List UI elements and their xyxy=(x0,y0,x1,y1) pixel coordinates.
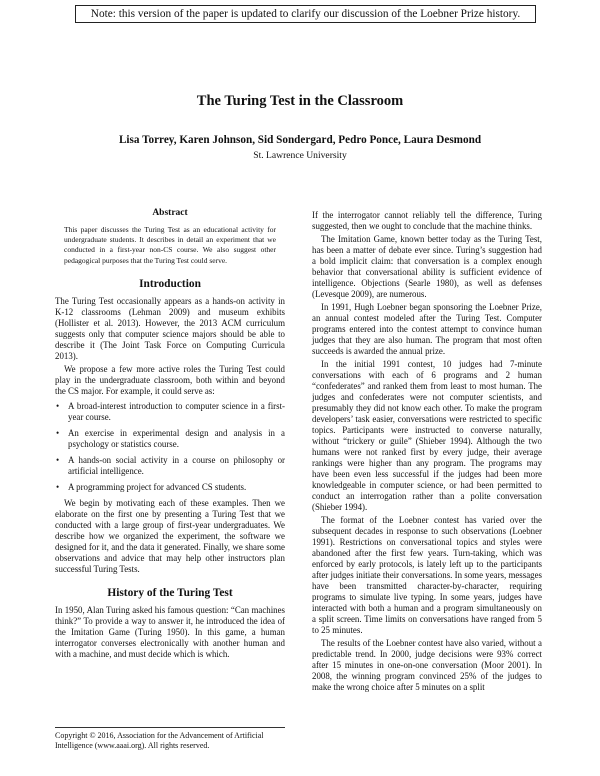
intro-paragraph-2: We propose a few more active roles the Turing Test could play in the undergraduate classroom, both within and beyond the CS major. For example, it could serve as: xyxy=(55,363,285,396)
history-paragraph-1: In 1950, Alan Turing asked his famous question: “Can machines think?” To provide a way to answer it, he introduced the idea of the Imitation Game (Turing 1950). In this game, a human interrogator converses electronically with another human and with a machine, and must decide which is which. xyxy=(55,604,285,659)
bullet-icon: • xyxy=(56,400,60,411)
paper-title: The Turing Test in the Classroom xyxy=(196,93,404,109)
left-column xyxy=(55,208,285,660)
bullet-icon: • xyxy=(56,454,60,465)
list-item: • A broad-interest introduction to computer science in a first-year course. xyxy=(56,400,285,422)
copyright-notice: Copyright © 2016, Association for the Advancement of Artificial Intelligence (www.aaai.org). All rights reserved. xyxy=(55,727,285,752)
author-list: Lisa Torrey, Karen Johnson, Sid Sondergard, Pedro Ponce, Laura Desmond xyxy=(118,134,482,146)
intro-paragraph-1: The Turing Test occasionally appears as a hands-on activity in K-12 classrooms (Lehman 2009) and museum exhibits (Hollister et al. 2013). However, the 2013 ACM curriculum suggests only that computer science majors should be able to describe it (The Joint Task Force on Computing Curricula 2013). xyxy=(55,295,285,361)
history-heading: History of the Turing Test xyxy=(107,586,233,599)
history-paragraph-7: The results of the Loebner contest have also varied, without a predictable trend. In 2000, judge decisions were 93% correct after 15 minutes in one-on-one conversation (Moor 2001). In 2008, the winning program convinced 25% of the judges to make the wrong choice after 5 minutes on a split xyxy=(312,638,542,692)
bullet-icon: • xyxy=(56,427,60,438)
list-item: • A hands-on social activity in a course on philosophy or artificial intelligence. xyxy=(56,454,285,476)
history-paragraph-6: The format of the Loebner contest has varied over the subsequent decades in response to such observations (Loebner 1991). Restrictions on conversational topics and styles were abandoned after the first few years. Turn-taking, which was enforced by early protocols, is lately left up to the participants after judges initiate their conversations. In some years, messages have been transmitted character-by-character, requiring programs to simulate live typing. In some years, judges have interacted with both a human and a program simultaneously on a split screen. Time limits on conversations have ranged from 5 to 25 minutes. xyxy=(312,515,542,635)
history-paragraph-3: The Imitation Game, known better today as the Turing Test, has been a matter of debate ever since. Turing’s suggestion had a bold implicit claim: that conversation is a complex enough behavior that conversational ability is sufficient evidence of intelligence. Objections (Searle 1980), as well as defenses (Levesque 2009), are numerous. xyxy=(312,234,542,299)
intro-paragraph-3: We begin by motivating each of these examples. Then we elaborate on the first one by presenting a Turing Test that we conducted with a large group of first-year undergraduates. We describe how we organized the experiment, the software we designed for it, and the data it generated. Finally, we share some observations and advice that may help other instructors plan successful Turing Tests. xyxy=(55,497,285,574)
intro-bullet-list xyxy=(55,401,285,493)
abstract-text: This paper discusses the Turing Test as an educational activity for undergraduate students. It describes in detail an experiment that we conducted in a first-year non-CS course. We also suggest other pedagogical purposes that the Turing Test could serve. xyxy=(64,225,276,265)
list-item: • A programming project for advanced CS students. xyxy=(56,481,247,492)
introduction-heading: Introduction xyxy=(139,277,201,290)
update-notice: Note: this version of the paper is updated to clarify our discussion of the Loebner Prize history. xyxy=(75,5,536,23)
affiliation: St. Lawrence University xyxy=(253,150,347,161)
history-paragraph-5: In the initial 1991 contest, 10 judges had 7-minute conversations with each of 6 programs and 2 human “confederates” and ranked them from least to most human. The judges and confederates were not computer scientists, and presumably they did not know each other. To make the program developers’ task easier, conversations were restricted to specific topics. Participants were instructed to converse naturally, without “trickery or guile” (Shieber 1994). Although the two humans were not ranked first by every judge, their average rankings were higher than any program. The programs may have been even less successful if the judges had been more knowledgeable in computer science, or had been permitted to conduct an interrogation rather than a polite conversation (Shieber 1994). xyxy=(312,359,542,512)
history-paragraph-2: If the interrogator cannot reliably tell the difference, Turing suggested, then we ought to conclude that the machine thinks. xyxy=(312,210,542,231)
list-item: • An exercise in experimental design and analysis in a psychology or statistics course. xyxy=(56,427,285,449)
bullet-icon: • xyxy=(56,481,60,492)
abstract-heading: Abstract xyxy=(152,208,188,218)
right-column xyxy=(312,210,542,693)
history-paragraph-4: In 1991, Hugh Loebner began sponsoring the Loebner Prize, an annual contest modeled after the Turing Test. Computer programs entered into the contest attempt to convince human judges that they are also human. The program that most often succeeds is awarded the annual prize. xyxy=(312,302,542,356)
